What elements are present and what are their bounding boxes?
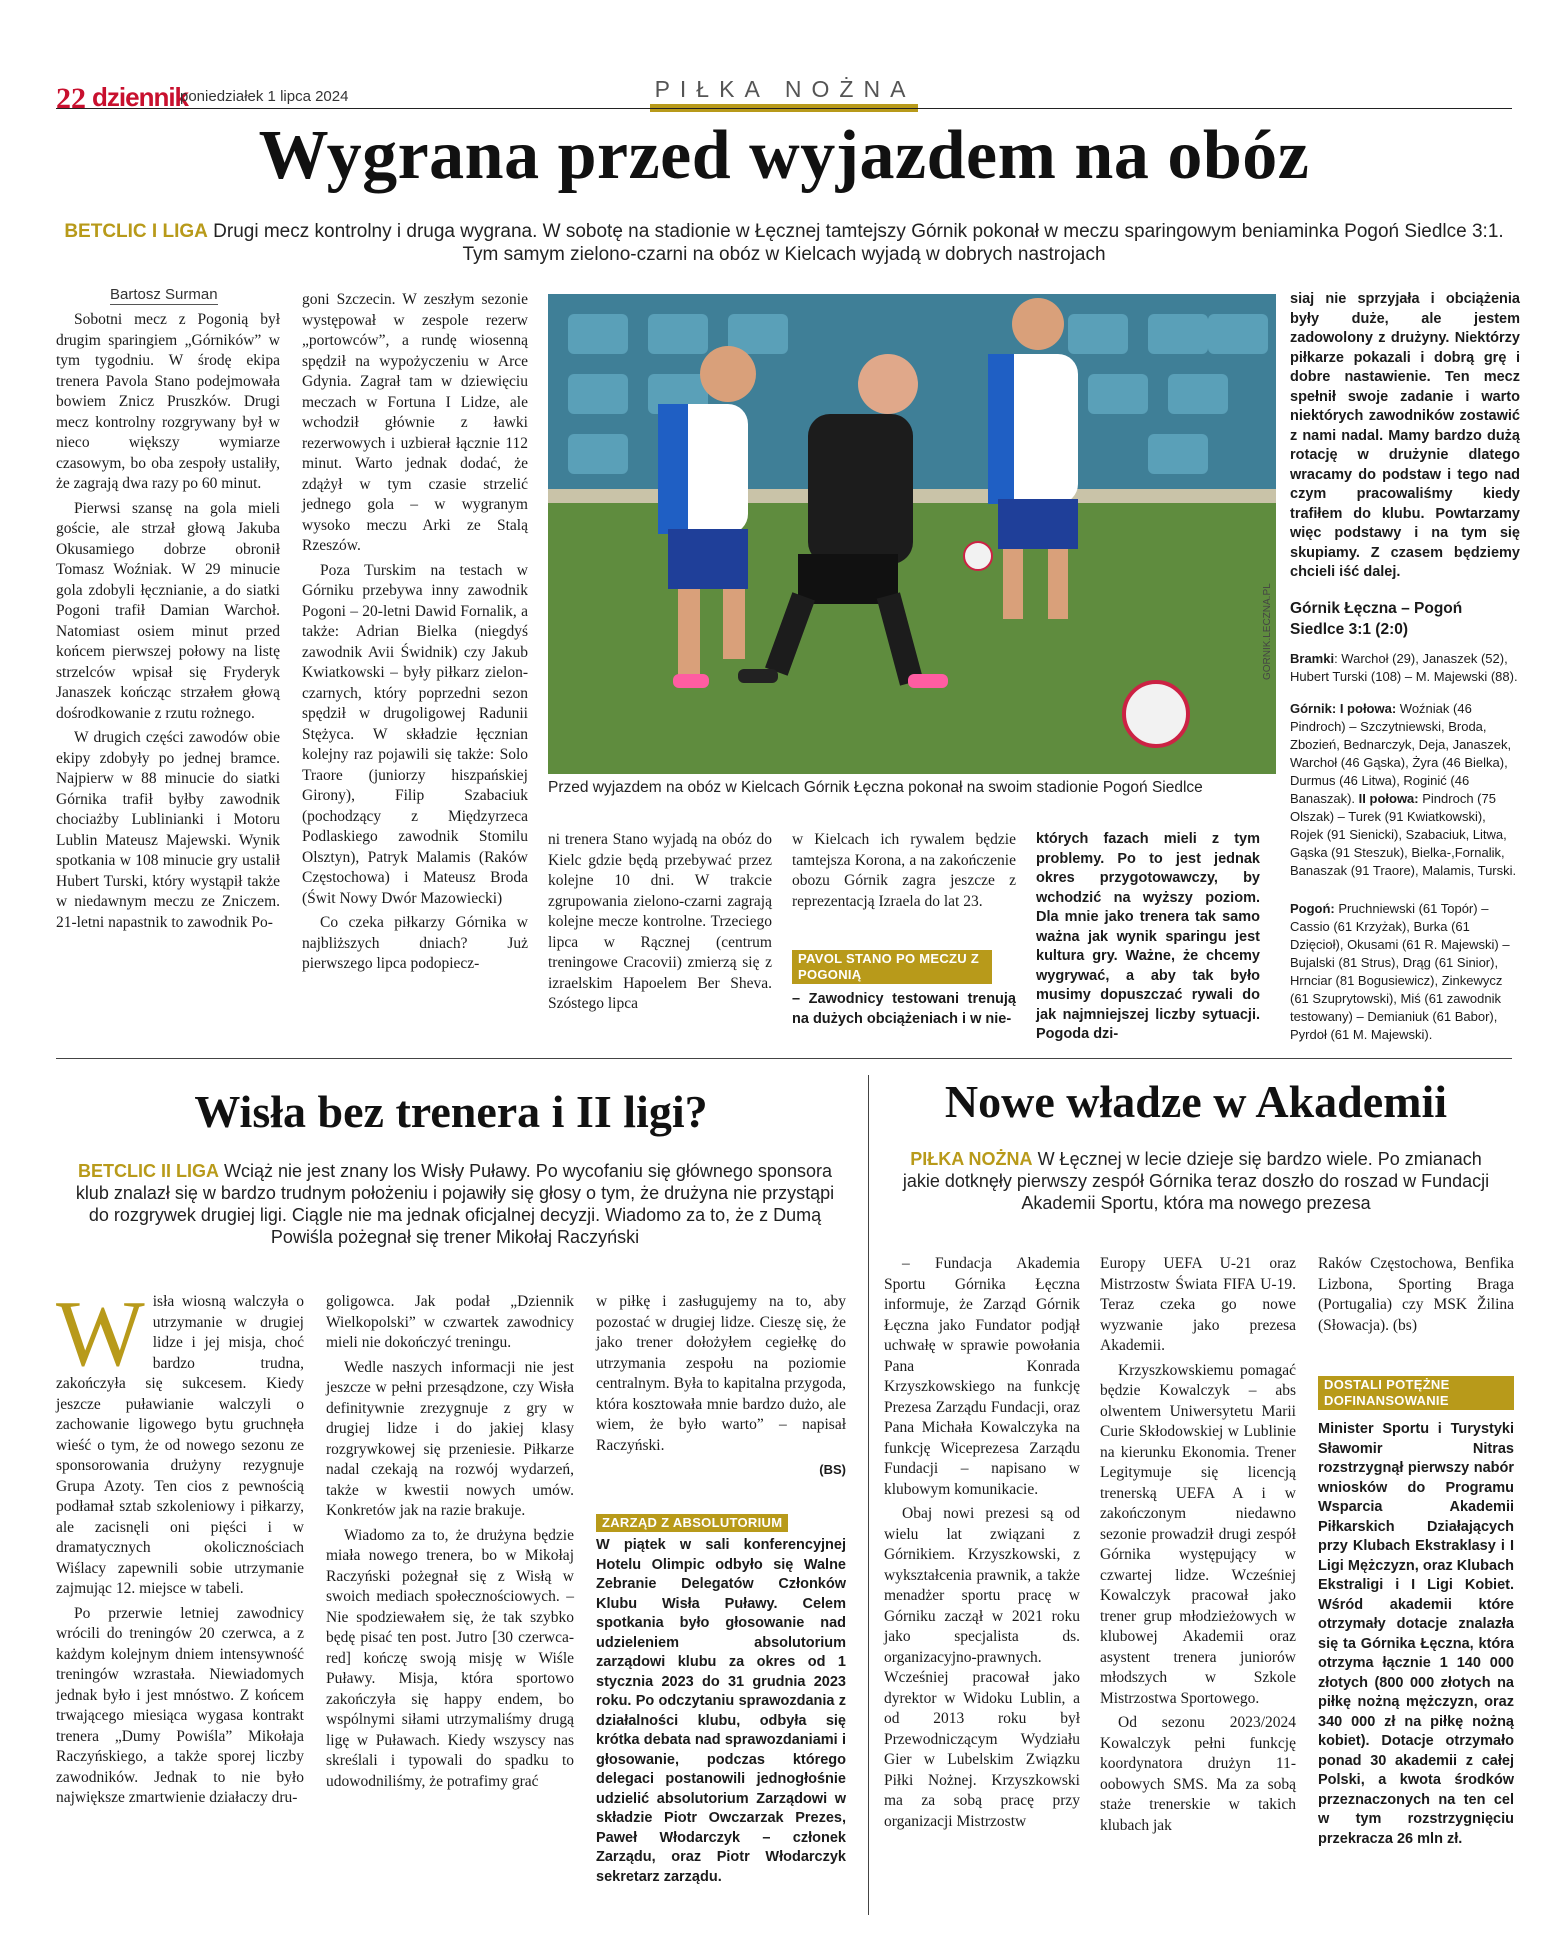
- paragraph: w Kielcach ich rywalem będzie tamtejsza Korona, a na zakończenie obozu Górnik zagra jeszcze z reprezentacją Izraela do lat 23.: [792, 831, 1016, 910]
- wisla-column-3: [596, 1292, 846, 1481]
- gornik-label: Górnik: I połowa:: [1290, 701, 1397, 716]
- goals-list: : Warchoł (29), Janaszek (52), Hubert Turski (108) – M. Majewski (88).: [1290, 651, 1518, 684]
- main-column-5: [1036, 830, 1260, 1045]
- paragraph: Poza Turskim na testach w Górniku przebywa inny zawodnik Pogoni – 20-letni Dawid Fornalik, a także: Adrian Bielka (niegdyś zawodnik Avii Świdnik) czy Jakub Kwiatkowski – były piłkarz zielon-czarnych, który poprzedni sezon spędził w drugoligowej Radunii Stężyca. W składzie łęcznian kolejny raz pojawili się także: Solo Traore (juniorzy hiszpańskiej Girony), Filip Szabaciuk (pochodzący z Międzyrzeca Podlaskiego zawodnik Stomilu Olsztyn), Patryk Malamis (Raków Częstochowa) i Mateusz Broda (Świt Nowy Dwór Mazowiecki): [302, 561, 528, 907]
- paragraph: Od sezonu 2023/2024 Kowalczyk pełni funkcję koordynatora drużyn 11-oobowych SMS. Ma za sobą staże trenerskie w takich klubach jak: [1100, 1714, 1296, 1834]
- match-photo: [548, 294, 1276, 774]
- akademia-box-tag: DOSTALI POTĘŻNE DOFINANSOWANIE: [1318, 1376, 1514, 1410]
- match-score: Górnik Łęczna – Pogoń Siedlce 3:1 (2:0): [1290, 600, 1463, 638]
- paragraph: Wedle naszych informacji nie jest jeszcze w pełni przesądzone, czy Wisła definitywnie zrezygnuje z gry w drugiej lidze i do jakiej klasy rozgrywkowej się przeniesie. Piłkarze nadal czekają na rozwój wydarzeń, także w kwestii nowych umów. Konkretów jak na razie brakuje.: [326, 1358, 574, 1519]
- main-column-6: [1290, 290, 1520, 583]
- paragraph: których fazach mieli z tym problemy. Po to jest jednak okres przygotowawczy, by wchodzić na wyższy poziom. Dla mnie jako trenera tak samo ważna jak wynik sparingu jest kultura gry. Ważne, że chcemy wygrywać, a aby tak było musimy dopuszczać rywali do jak najmniejszej liczby sytuacji. Pogoda dzi-: [1036, 831, 1260, 1042]
- goals-box: [1290, 650, 1520, 686]
- photo-credit: GORNIK.LECZNA.PL: [1262, 583, 1273, 680]
- author-byline: Bartosz Surman: [110, 286, 218, 303]
- paragraph: siaj nie sprzyjała i obciążenia były duże, ale jestem zadowolony z drużyny. Niektórzy piłkarze pokazali i dobrą grę i dobre nastawienie. Ten mecz spełnił swoje zadanie i warto niektórych zawodników zostawić z nami nadal. Mamy bardzo dużą rotację w drużynie dlatego wracamy do podstaw i tego nad czym pracowaliśmy kiedy trafiłem do klubu. Powtarzamy więc podstawy i na tym się skupiamy. Z czasem będziemy chcieli iść dalej.: [1290, 291, 1520, 580]
- main-lead-keyword: BETCLIC I LIGA: [64, 221, 208, 242]
- akademia-column-1: [884, 1254, 1080, 1832]
- paragraph: Krzyszkowskiemu pomagać będzie Kowalczyk – abs olwentem Uniwersytetu Marii Curie Skłodowskiej w Lublinie na kierunku Ekonomia. Trener Legitymuje się licencją trenerską UEFA A i w zakończonym niedawno sezonie prowadził drugi zespół Górnika występujący w czwartej lidze. Wcześniej Kowalczyk pracował jako trener grup młodzieżowych w klubowej Akademii oraz asystent trenera juniorów młodszych w Szkole Mistrzostwa Sportowego.: [1100, 1361, 1296, 1707]
- main-column-4: [792, 830, 1016, 912]
- akademia-column-3: [1318, 1254, 1514, 1336]
- quote-tag-block: [792, 950, 992, 984]
- paragraph: – Fundacja Akademia Sportu Górnika Łęczna informuje, że Zarząd Górnik Łęczna jako Fundator podjął uchwałę w sprawie powołania Pana Konrada Krzyszkowskiego na funkcję Prezesa Zarządu Fundacji, oraz Pana Michała Kowalczyka na funkcję Wiceprezesa Zarządu Fundacji – napisano w klubowym komunikacie.: [884, 1255, 1080, 1498]
- wisla-column-2: [326, 1292, 574, 1792]
- akademia-column-2: [1100, 1254, 1296, 1836]
- newspaper-logo: dziennik: [92, 82, 189, 112]
- akademia-lead-keyword: PIŁKA NOŻNA: [910, 1149, 1033, 1169]
- quote-start: [792, 990, 1016, 1029]
- gornik-second-half-label: II połowa:: [1358, 791, 1419, 806]
- paragraph: Raków Częstochowa, Benfika Lizbona, Sporting Braga (Portugalia) czy MSK Žilina (Słowacja). (bs): [1318, 1255, 1514, 1334]
- akademia-box-tag-block: [1318, 1376, 1514, 1410]
- main-headline: Wygrana przed wyjazdem na obóz: [258, 117, 1310, 194]
- drop-cap: W: [56, 1282, 145, 1386]
- paragraph: Obaj nowi prezesi są od wielu lat związani z Górnikiem. Krzyszkowski, z wykształcenia prawnik, a także menadżer sportu pracę w Górniku zaczął w 2021 roku jako specjalista ds. organizacyjno-prawnych. Wcześniej pracował jako dyrektor w Widoku Lublin, a od 2013 roku był Przewodniczącym Wydziału Gier w Lubelskim Związku Piłki Nożnej. Krzyszkowski ma za sobą pracę przy organizacji Mistrzostw: [884, 1505, 1080, 1830]
- main-column-3: [548, 830, 772, 1015]
- paragraph: Pierwsi szansę na gola mieli goście, ale strzał głową Jakuba Okusamiego dobrze obronił Tomasz Woźniak. W 29 minucie gola zdobyli łęcznianie, a do siatki Pogoni trafił Damian Warchoł. Natomiast osiem minut przed końcem pierwszej połowy na listę strzelców wpisał się Fryderyk Janaszek kończąc strzałem głową dośrodkowanie z rzutu rożnego.: [56, 499, 280, 722]
- paragraph: Europy UEFA U-21 oraz Mistrzostw Świata FIFA U-19. Teraz czeka go nowe wyzwanie jako prezesa Akademii.: [1100, 1255, 1296, 1354]
- paragraph: goligowca. Jak podał „Dziennik Wielkopolski” w czwartek zawodnicy mieli nie dokończyć treningu.: [326, 1293, 574, 1351]
- goals-label: Bramki: [1290, 651, 1335, 666]
- column-divider: [868, 1075, 869, 1915]
- akademia-box-text: [1318, 1420, 1514, 1849]
- signature: (BS): [819, 1462, 846, 1477]
- paragraph: W piątek w sali konferencyjnej Hotelu Olimpic odbyło się Walne Zebranie Delegatów Członków Klubu Wisła Puławy. Celem spotkania było głosowanie nad udzieleniem absolutorium zarządowi klubu za okres od 1 stycznia 2023 do 31 grudnia 2023 roku. Po odczytaniu sprawozdania z działalności klubu, odbyła się krótka debata nad sprawozdaniami i głosowanie, podczas którego delegaci postanowili jednogłośnie udzielić absolutorium Zarządowi w składzie Piotr Owczarzak Prezes, Paweł Włodarczyk – członek Zarządu, oraz Piotr Włodarczyk sekretarz zarządu.: [596, 1537, 846, 1885]
- akademia-lead-text: W Łęcznej w lecie dzieje się bardzo wiele. Po zmianach jakie dotknęły pierwszy zespół Górnika teraz doszło do roszad w Fundacji Akademii Sportu, która ma nowego prezesa: [902, 1149, 1490, 1213]
- main-column-1: [56, 310, 280, 933]
- wisla-lead-keyword: BETCLIC II LIGA: [78, 1161, 220, 1181]
- paragraph: – Zawodnicy testowani trenują na dużych obciążeniach i w nie-: [792, 991, 1016, 1027]
- section-divider: [56, 1058, 1512, 1059]
- wisla-box-tag: ZARZĄD Z ABSOLUTORIUM: [596, 1514, 788, 1532]
- main-column-2: [302, 290, 528, 975]
- paragraph: W drugich części zawodów obie ekipy zdobyły po jednej bramce. Najpierw w 88 minucie do siatki Górnika trafił byłby zawodnik chociażby Lublinianki i Motoru Lublin Mateusz Majewski. Wynik spotkania w 108 minucie gry ustalił Hubert Turski, który wystąpił także w niedawnym meczu ze Zniczem. 21-letni napastnik to zawodnik Po-: [56, 729, 280, 931]
- wisla-lead-text: Wciąż nie jest znany los Wisły Puławy. Po wycofaniu się głównego sponsora klub znalazł się w bardzo trudnym położeniu i pojawiły się głosy o tym, że drużyna nie przystąpi do rozgrywek drugiej ligi. Ciągle nie ma jednak oficjalnej decyzji. Wiadomo za to, że z Dumą Powiśla pożegnał się trener Mikołaj Raczyński: [75, 1161, 835, 1247]
- paragraph: Minister Sportu i Turystyki Sławomir Nitras rozstrzygnął pierwszy nabór wniosków do Programu Wsparcia Akademii Piłkarskich Działających przy Klubach Ekstraklasy i I Ligi Mężczyzn, oraz Klubach Ekstraligi i I Ligi Kobiet. Wśród akademii które otrzymały dotacje znalazła się ta Górnika Łęczna, która otrzyma łącznie 1 140 000 złotych (800 000 złotych na piłkę nożną mężczyzn, oraz 340 000 zł na piłkę nożną kobiet). Dotacje otrzymało ponad 30 akademii z całej Polski, a kwota środków przeznaczonych na ten cel w tym rozstrzygnięciu przekracza 26 mln zł.: [1318, 1421, 1514, 1847]
- gornik-lineup: [1290, 700, 1520, 880]
- gornik-first-half: Woźniak (46 Pindroch) – Szczytniewski, Broda, Zbozień, Bednarczyk, Deja, Janaszek, Warchoł (46 Gąska), Żyra (46 Bielka), Durmus (46 Litwa), Roginić (46 Banaszak).: [1290, 701, 1512, 806]
- wisla-headline: Wisła bez trenera i II ligi?: [194, 1086, 708, 1137]
- paragraph: w piłkę i zasługujemy na to, aby pozostać w drugiej lidze. Cieszę się, że jako trener dołożyłem cegiełkę do utrzymania zespołu na poziomie centralnym. Była to kapitalna przygoda, która kosztowała mnie bardzo dużo, ale wiem, że było warto” – napisał Raczyński.: [596, 1293, 846, 1454]
- paragraph: ni trenera Stano wyjadą na obóz do Kielc gdzie będą przebywać przez kolejne 10 dni. W trakcie zgrupowania zielono-czarni zagrają kolejne mecze kontrolne. Trzeciego lipca w Rącznej (centrum treningowe Cracovii) zmierzą się z izraelskim Hapoelem Ber Sheva. Szóstego lipca: [548, 831, 772, 1012]
- paragraph: Po przerwie letniej zawodnicy wrócili do treningów 20 czerwca, a z każdym kolejnym dniem intensywność treningów wzrastała. Niewiadomych jednak było i jest mnóstwo. Z końcem trwającego miesiąca wygasa kontrakt trenera „Dumy Powiśla” Mikołaja Raczyńskiego, a także sporej liczby zawodników. Jednak to nie było największe zmartwienie działaczy dru-: [56, 1604, 304, 1806]
- header-rule: [56, 108, 1512, 109]
- pogon-label: Pogoń:: [1290, 901, 1335, 916]
- photo-caption: Przed wyjazdem na obóz w Kielcach Górnik Łęczna pokonał na swoim stadionie Pogoń Siedlce: [548, 779, 1203, 796]
- main-lead: [56, 220, 1512, 266]
- paragraph: [56, 1282, 304, 1600]
- pogon-list: Pruchniewski (61 Topór) – Cassio (61 Krzyżak), Burka (61 Dzięcioł), Okusami (61 R. Majewski) – Bujalski (81 Strus), Drąg (61 Sinior), Hrnciar (81 Bogusiewicz), Zinkewycz (61 Szuprytowski), Miś (61 zawodnik testowany) – Demianiuk (61 Babor), Pyrdoł (61 M. Majewski).: [1290, 901, 1510, 1042]
- page-number: 22: [56, 82, 86, 115]
- section-title: PIŁKA NOŻNA: [654, 76, 916, 102]
- paragraph: Sobotni mecz z Pogonią był drugim sparingiem „Górników” w tym tygodniu. W środę ekipa trenera Pavola Stano podejmowała bowiem Znicz Pruszków. Drugi mecz kontrolny rozgrywany był w nieco większy wymiarze czasowym, bo oba zespoły ustaliły, że zagrają dwa razy po 60 minut.: [56, 311, 280, 492]
- wisla-box-tag-block: [596, 1512, 788, 1532]
- paragraph: Wiadomo za to, że drużyna będzie miała nowego trenera, bo w Mikołaj Raczyński pożegnał się z Wisłą w swoich mediach społecznościowych. – Nie spodziewałem się, że tak szybko będę pisać ten post. Jutro [30 czerwca-red] kończę swoją misję w Wiśle Puławy. Misja, która sportowo zakończyła się happy endem, bo wspólnymi siłami utrzymaliśmy drugą ligę w Puławach. Kiedy wszyscy nas skreślali i typowali do spadku to udowodniliśmy, że potrafimy grać: [326, 1526, 574, 1790]
- akademia-headline: Nowe władze w Akademii: [944, 1076, 1448, 1127]
- gornik-second-half: Pindroch (75 Olszak) – Turek (91 Kwiatkowski), Rojek (91 Sienicki), Szabaciuk, Litwa, Gąska (91 Steszuk), Bielka-,Fornalik, Banaszak (91 Traore), Malamis, Turski.: [1290, 791, 1517, 878]
- paragraph: Co czeka piłkarzy Górnika w najbliższych dniach? Już pierwszego lipca podopiecz-: [302, 914, 528, 972]
- wisla-lead: [70, 1160, 840, 1248]
- football-scene-illustration: [548, 294, 1276, 774]
- paragraph-text: isła wiosną walczyła o utrzymanie w drugiej lidze i jej misja, choć bardzo trudna, zakończyła się sukcesem. Kiedy jeszcze puławianie walczyli o zachowanie ligowego bytu gruchnęła wieść o tym, że od nowego sezonu ze sponsorowania drużyny rezygnuje Grupa Azoty. Ten cios z pewnością podłamał sztab szkoleniowy i piłkarzy, ale zacisnęli oni pięści i w dramatycznych okolicznościach Wiślacy zapewnili sobie utrzymanie zajmując 12. miejsce w tabeli.: [56, 1293, 304, 1597]
- issue-date: poniedziałek 1 lipca 2024: [180, 88, 349, 105]
- wisla-box-text: [596, 1536, 846, 1887]
- main-lead-text: Drugi mecz kontrolny i druga wygrana. W sobotę na stadionie w Łęcznej tamtejszy Górnik pokonał w meczu sparingowym beniaminka Pogoń Siedlce 3:1. Tym samym zielono-czarni na obóz w Kielcach wyjadą w dobrych nastrojach: [213, 221, 1504, 265]
- wisla-column-1: [56, 1282, 304, 1809]
- quote-tag: PAVOL STANO PO MECZU Z POGONIĄ: [792, 950, 992, 984]
- akademia-lead: [900, 1148, 1492, 1214]
- paragraph: goni Szczecin. W zeszłym sezonie występował w zespole rezerw „portowców”, a rundę wiosenną spędził na wypożyczeniu w Arce Gdynia. Zagrał tam w dziewięciu meczach w Fortuna I Lidze, ale wchodził głównie z ławki rezerwowych i uzbierał łącznie 112 minut. Warto jednak dodać, że zdążył w tym czasie strzelić jednego gola – w wygranym wysoko meczu Arki ze Stalą Rzeszów.: [302, 291, 528, 554]
- pogon-lineup: [1290, 900, 1520, 1044]
